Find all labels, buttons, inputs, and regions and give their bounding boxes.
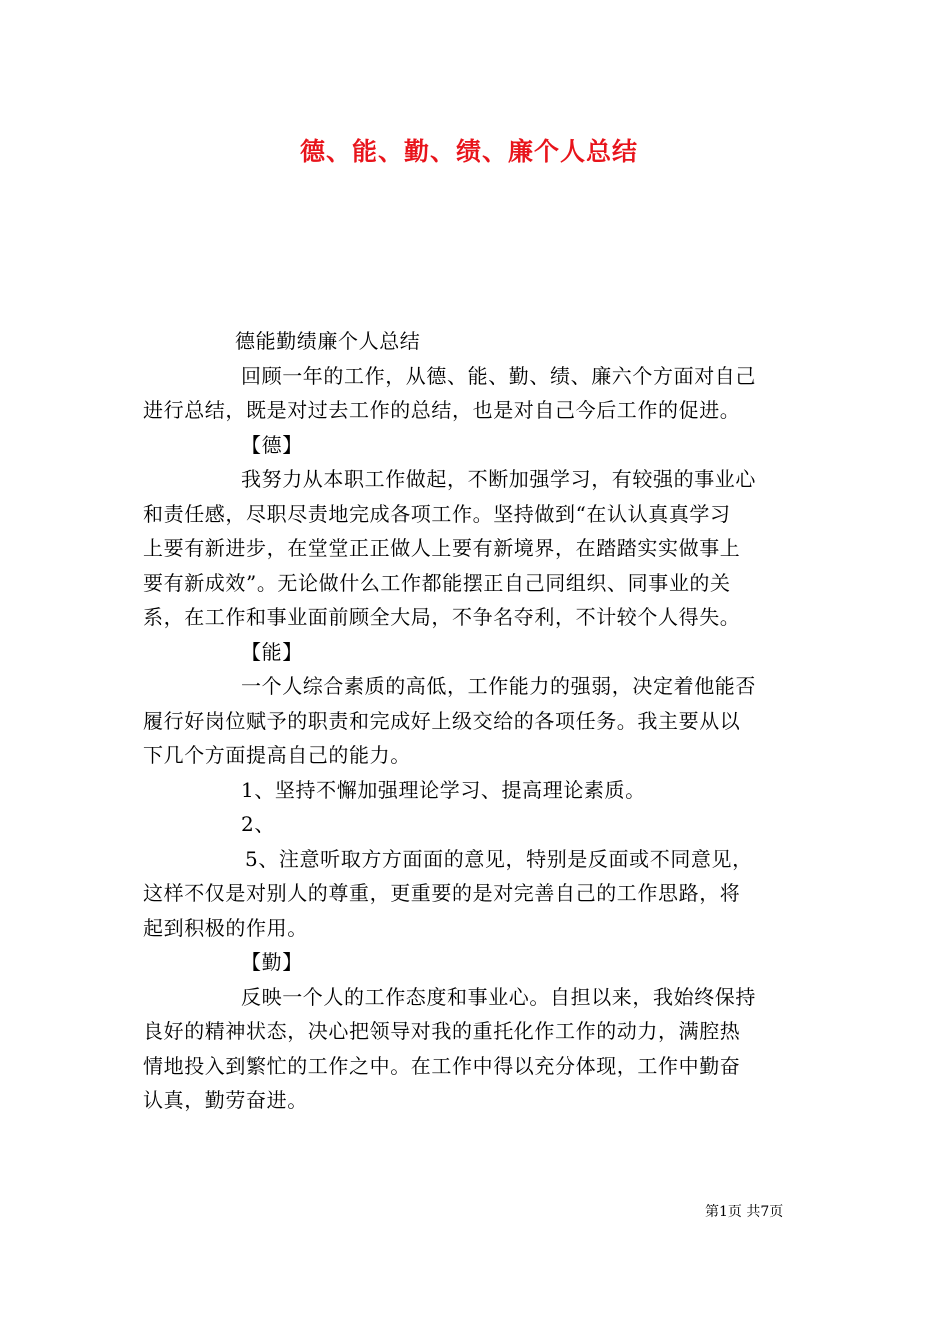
- paragraph-line: 我努力从本职工作做起，不断加强学习，有较强的事业心: [241, 467, 756, 491]
- paragraph-line: 这样不仅是对别人的尊重，更重要的是对完善自己的工作思路，将: [143, 881, 741, 905]
- list-item: 1、坚持不懈加强理论学习、提高理论素质。: [241, 777, 646, 802]
- paragraph-line: 和责任感，尽职尽责地完成各项工作。坚持做到“在认认真真学习: [143, 501, 731, 526]
- paragraph-line: 上要有新进步，在堂堂正正做人上要有新境界，在踏踏实实做事上: [143, 536, 741, 560]
- paragraph-line: 系，在工作和事业面前顾全大局，不争名夺利，不计较个人得失。: [143, 605, 741, 629]
- paragraph-line: 良好的精神状态，决心把领导对我的重托化作工作的动力，满腔热: [143, 1019, 741, 1043]
- paragraph-line: 要有新成效”。无论做什么工作都能摆正自己同组织、同事业的关: [143, 570, 731, 595]
- section-heading-neng: 【能】: [241, 639, 303, 664]
- paragraph-line: 一个人综合素质的高低，工作能力的强弱，决定着他能否: [241, 674, 756, 698]
- paragraph-line: 认真，勤劳奋进。: [143, 1088, 308, 1112]
- paragraph-line: 回顾一年的工作，从德、能、勤、绩、廉六个方面对自己: [241, 363, 756, 388]
- paragraph-heading: 德能勤绩廉个人总结: [235, 329, 421, 353]
- page-number: 第1页 共7页: [705, 1204, 784, 1220]
- document-title: 德、能、勤、绩、廉个人总结: [300, 137, 639, 166]
- list-item: 2、: [241, 812, 275, 836]
- paragraph-line: 进行总结，既是对过去工作的总结，也是对自己今后工作的促进。: [143, 398, 741, 422]
- paragraph-line: 下几个方面提高自己的能力。: [143, 743, 411, 767]
- paragraph-line: 情地投入到繁忙的工作之中。在工作中得以充分体现，工作中勤奋: [143, 1053, 741, 1078]
- section-heading-de: 【德】: [241, 432, 303, 457]
- paragraph-line: 反映一个人的工作态度和事业心。自担以来，我始终保持: [241, 984, 756, 1009]
- paragraph-line: 起到积极的作用。: [143, 915, 308, 940]
- paragraph-line: 履行好岗位赋予的职责和完成好上级交给的各项任务。我主要从以: [143, 708, 741, 733]
- document-body: [143, 324, 811, 1118]
- list-item: 5、注意听取方方面面的意见，特别是反面或不同意见，: [245, 846, 753, 871]
- section-heading-qin: 【勤】: [241, 950, 303, 974]
